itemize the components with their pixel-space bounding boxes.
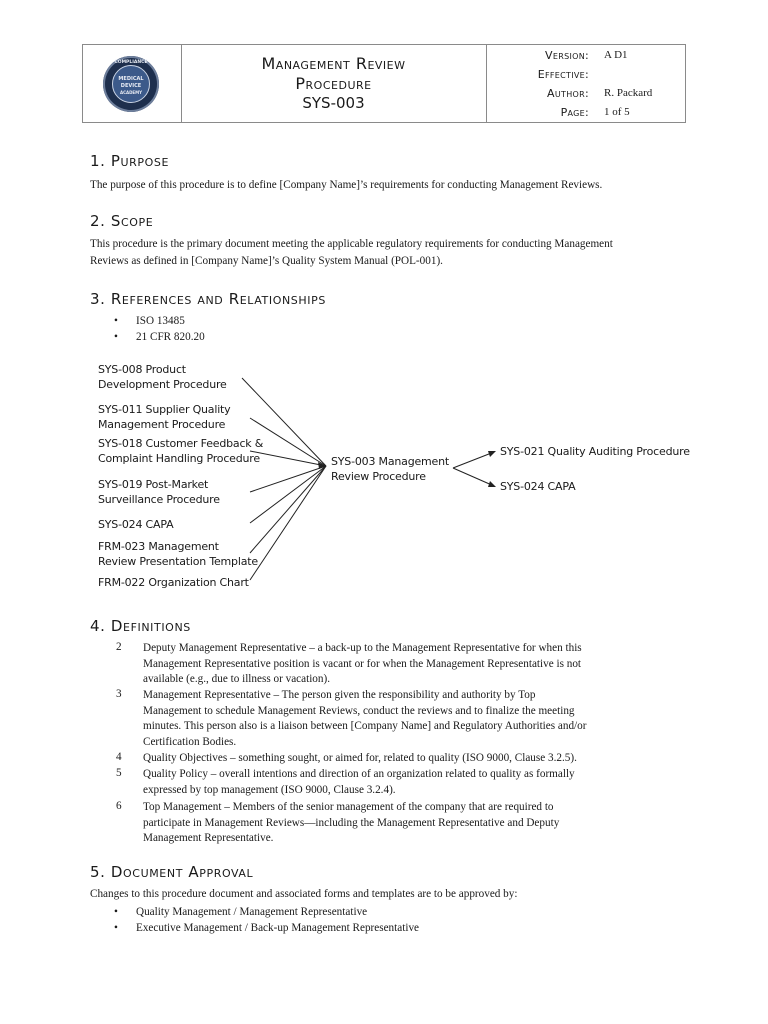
diagram-input-frm-023 [98, 539, 258, 569]
diagram-label-line: Complaint Handling Procedure [98, 452, 260, 465]
doc-title-line1: Management Review [261, 54, 406, 73]
definition-item [143, 751, 673, 767]
definition-line: participate in Management Reviews—including the Management Representative and Deputy [143, 816, 560, 829]
diagram-input-sys-008 [98, 362, 227, 392]
approval-text: Changes to this procedure document and associated forms and templates are to be approved by: [90, 888, 518, 900]
diagram-label-line: FRM-023 Management [98, 540, 219, 553]
bullet-icon: • [114, 315, 118, 327]
diagram-input-frm-022 [98, 575, 249, 590]
diagram-input-sys-018 [98, 436, 263, 466]
reference-label: 21 CFR 820.20 [136, 331, 205, 343]
section-heading-approval: 5. Document Approval [90, 863, 254, 881]
diagram-label-line: Review Procedure [331, 470, 426, 483]
diagram-label-line: SYS-011 Supplier Quality [98, 403, 231, 416]
definition-item [143, 641, 673, 688]
diagram-label-line: SYS-024 CAPA [98, 518, 174, 531]
logo-text-line2: DEVICE [120, 83, 142, 89]
diagram-center-sys-003 [331, 454, 449, 484]
definition-line: minutes. This person also is a liaison between [Company Name] and Regulatory Authorities and/or [143, 720, 587, 732]
purpose-text: The purpose of this procedure is to define [Company Name]’s requirements for conducting Management Reviews. [90, 179, 603, 191]
diagram-input-sys-019 [98, 477, 220, 507]
diagram-output-sys-024: SYS-024 CAPA [500, 480, 576, 493]
logo-text-top: COMPLIANCE [114, 60, 148, 65]
diagram-label-line: SYS-003 Management [331, 455, 450, 468]
definition-line: Quality Objectives – something sought, or aimed for, related to quality (ISO 9000, Clause 3.2.5). [143, 752, 577, 764]
diagram-input-sys-024 [98, 517, 173, 532]
definition-number: 3 [116, 688, 122, 700]
diagram-label-line: SYS-018 Customer Feedback & [98, 437, 264, 450]
definition-item [143, 800, 673, 847]
definition-line: Management Representative position is vacant or for when the Management Representative is not [143, 657, 582, 670]
diagram-input-sys-011 [98, 402, 230, 432]
meta-key: Effective: [537, 68, 589, 81]
meta-key: Version: [545, 49, 589, 62]
definition-line: available (e.g., due to illness or vacation). [143, 673, 331, 685]
diagram-label-line: FRM-022 Organization Chart [98, 576, 249, 589]
diagram-label-line: Management Procedure [98, 418, 226, 431]
connector-line [453, 452, 494, 468]
arrowhead-icon [488, 451, 496, 457]
connector-line [453, 468, 494, 486]
meta-value: 1 of 5 [604, 106, 630, 118]
section-heading-purpose: 1. Purpose [90, 152, 170, 170]
logo-text-line3: ACADEMY [119, 90, 143, 95]
doc-title-line2: Procedure [295, 74, 372, 93]
definition-line: Management Representative – The person given the responsibility and authority by Top [143, 689, 536, 701]
diagram-output-sys-021: SYS-021 Quality Auditing Procedure [500, 445, 690, 458]
definition-line: Deputy Management Representative – a back-up to the Management Representative for when this [143, 642, 582, 654]
section-heading-scope: 2. Scope [90, 212, 154, 230]
definition-line: Certification Bodies. [143, 735, 237, 748]
approver-item [114, 906, 368, 918]
definition-number: 4 [116, 751, 122, 763]
definition-number: 6 [116, 800, 122, 812]
bullet-icon: • [114, 922, 118, 934]
meta-value: R. Packard [604, 87, 653, 99]
approver-label: Quality Management / Management Representative [136, 906, 368, 918]
meta-value: A D1 [604, 49, 628, 61]
definition-item [143, 688, 673, 750]
diagram-label-line: Development Procedure [98, 378, 227, 391]
diagram-label-line: SYS-008 Product [98, 363, 186, 376]
scope-text-line2: Reviews as defined in [Company Name]’s Quality System Manual (POL-001). [90, 255, 443, 267]
arrowhead-icon [488, 481, 496, 487]
section-heading-references: 3. References and Relationships [90, 290, 326, 308]
bullet-icon: • [114, 331, 118, 343]
doc-id: SYS-003 [302, 94, 365, 112]
logo-text-line1: MEDICAL [118, 76, 144, 82]
diagram-label-line: Surveillance Procedure [98, 493, 220, 506]
approver-item [114, 922, 419, 934]
definition-line: Management Representative. [143, 832, 274, 844]
connector-line [250, 466, 326, 523]
definition-number: 5 [116, 767, 122, 779]
approver-label: Executive Management / Back-up Management Representative [136, 922, 419, 934]
reference-label: ISO 13485 [136, 315, 185, 327]
definition-line: expressed by top management (ISO 9000, Clause 3.2.4). [143, 783, 396, 796]
diagram-label-line: Review Presentation Template [98, 555, 258, 568]
definition-item [143, 767, 673, 798]
scope-text-line1: This procedure is the primary document meeting the applicable regulatory requirements for conducting Management [90, 238, 613, 250]
definition-line: Management to schedule Management Reviews, conduct the reviews and to finalize the meeting [143, 704, 575, 717]
bullet-icon: • [114, 906, 118, 918]
definition-number: 2 [116, 641, 122, 653]
connector-line [250, 466, 326, 580]
definition-line: Top Management – Members of the senior management of the company that are required to [143, 801, 554, 813]
diagram-label-line: SYS-019 Post-Market [98, 478, 209, 491]
section-heading-definitions: 4. Definitions [90, 617, 191, 635]
meta-key: Author: [547, 87, 589, 100]
definition-line: Quality Policy – overall intentions and direction of an organization related to quality as formally [143, 768, 575, 780]
meta-key: Page: [560, 106, 589, 119]
